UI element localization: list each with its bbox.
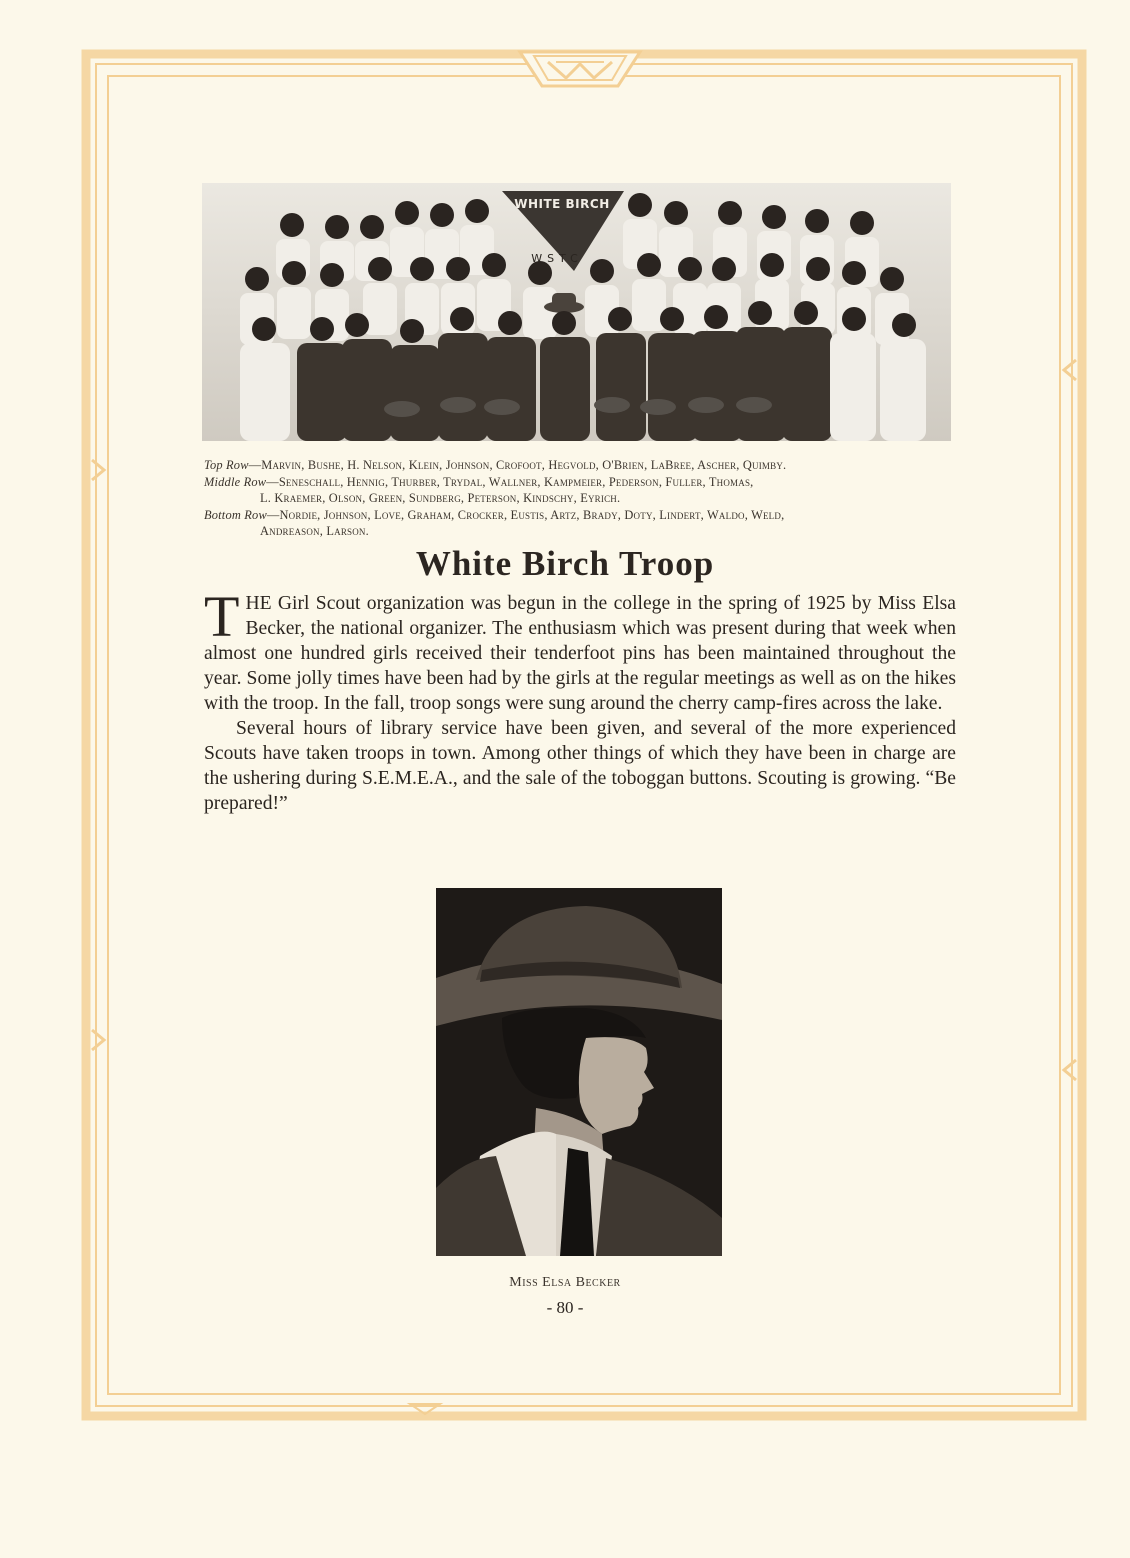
article-title: White Birch Troop (415, 544, 715, 583)
pennant-label: WHITE BIRCH (514, 197, 610, 211)
caption-row-label: Bottom Row (204, 507, 267, 522)
portrait-photo (436, 888, 722, 1256)
article-paragraph (204, 584, 956, 716)
paragraph-text: HE Girl Scout organization was begun in the college in the spring of 1925 by Miss Elsa Becker, the national organizer. The enthusiasm which was present during that week when almost one hundred girls received their tenderfoot pins has been maintained throughout the year. Some jolly times have been had by the girls at the regular meetings as well as on the hikes with the troop. In the fall, troop songs were sung around the cherry camp-fires across the lake. (204, 593, 956, 714)
caption-middle-row (204, 474, 964, 507)
group-photo-caption (204, 457, 964, 540)
caption-row-names: —Marvin, Bushe, H. Nelson, Klein, Johnson, Crofoot, Hegvold, O'Brien, LaBree, Ascher, Quimby. (248, 458, 787, 472)
caption-row-names: —Nordie, Johnson, Love, Graham, Crocker, Eustis, Artz, Brady, Doty, Lindert, Waldo, Weld, (266, 507, 785, 522)
article-body (204, 584, 956, 816)
caption-row-names-continued: Andreason, Larson. (260, 524, 369, 539)
caption-bottom-row (204, 507, 964, 540)
caption-row-names: —Seneschall, Hennig, Thurber, Trydal, Wallner, Kampmeier, Pederson, Fuller, Thomas, (266, 474, 754, 489)
caption-top-row (204, 457, 964, 474)
troop-group-photo (202, 183, 951, 441)
caption-row-label: Top Row (204, 458, 249, 472)
caption-row-label: Middle Row (204, 474, 267, 489)
drop-cap: T (204, 584, 240, 649)
page-number: - 80 - (546, 1298, 584, 1317)
caption-row-names-continued: L. Kraemer, Olson, Green, Sundberg, Peterson, Kindschy, Eyrich. (260, 491, 621, 506)
pennant-letters: WSTC (531, 252, 583, 265)
article-paragraph: Several hours of library service have been given, and several of the more experienced Scouts have taken troops in town. Among other things of which they have been in charge are the ushering during S.E.M.E.A., and the sale of the toboggan buttons. Scouting is growing. “Be prepared!” (204, 718, 956, 814)
portrait-caption: Miss Elsa Becker (509, 1275, 621, 1290)
